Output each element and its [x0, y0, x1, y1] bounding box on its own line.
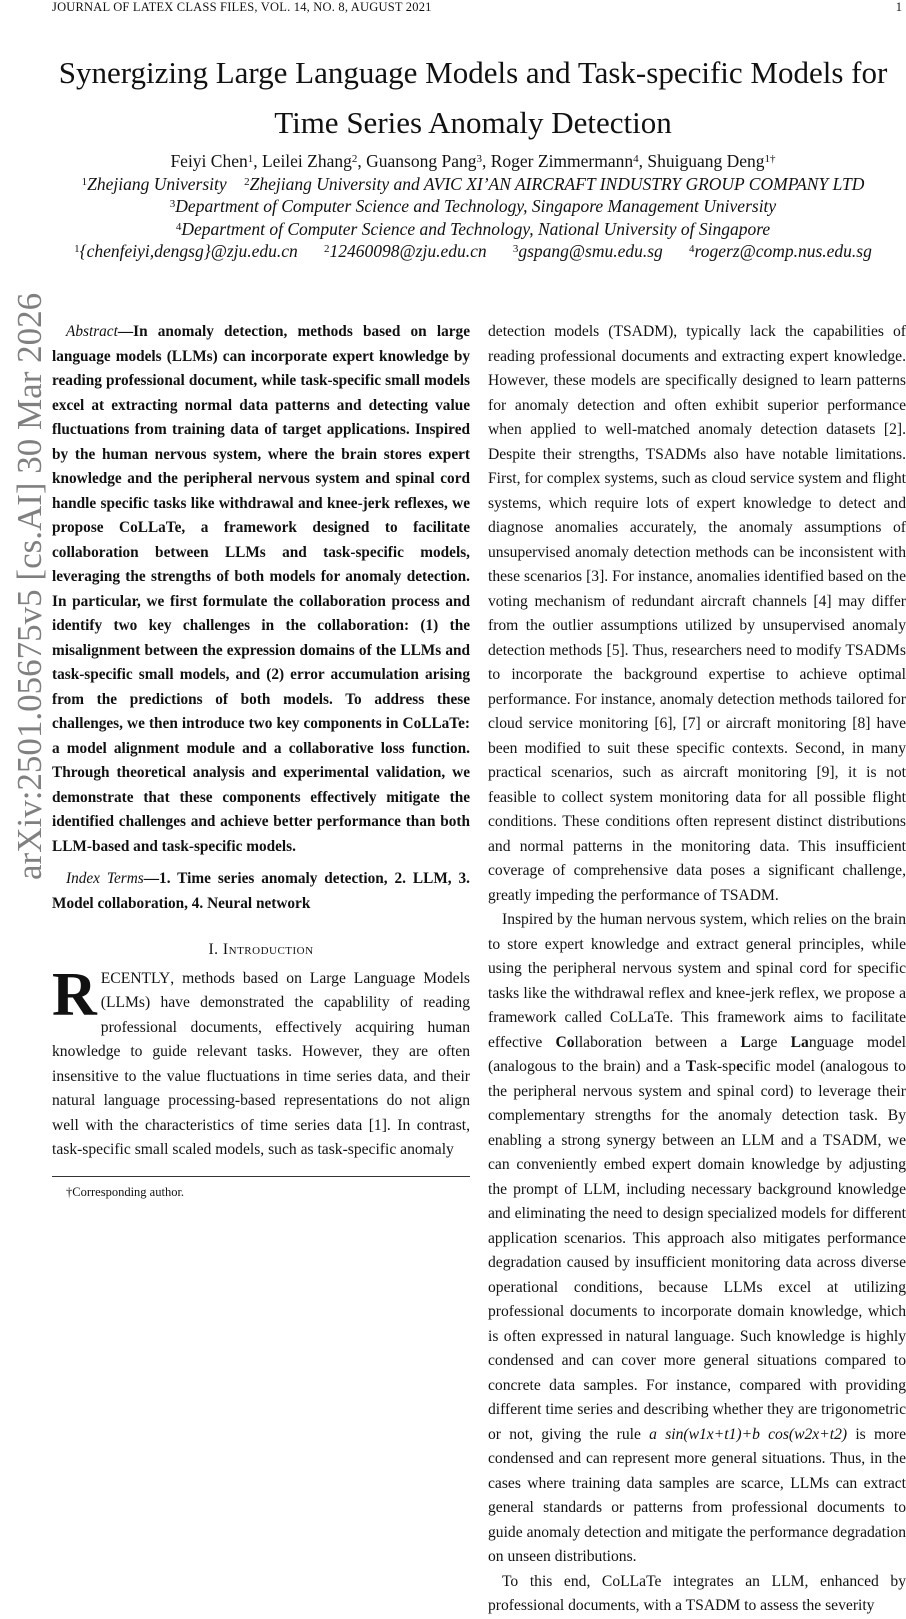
intro-paragraph: RECENTLY, methods based on Large Language Models (LLMs) have demonstrated the capablility of reading professional documents, effectively acquiring human knowledge to guide relevant tasks. However, they are often insensitive to the value fluctuations in time series data, and their natural language processing-based representations do not align well with the characteristics of time series data [1]. In contrast, task-specific small scaled models, such as task-specific anomaly — [52, 960, 470, 1158]
author-block — [40, 150, 906, 263]
intro-paragraph: Inspired by the human nervous system, which relies on the brain to store expert knowledge and extract general principles, while using the peripheral nervous system and spinal cord for specific tasks like the withdrawal reflex and knee-jerk reflex, we propose a framework called CoLLaTe. This framework aims to facilitate effective Collaboration between a Large Language model (analogous to the brain) and a Task-specific model (analogous to the peripheral nervous system and spinal cord) to leverage their complementary strengths for the anomaly detection task. By enabling a strong synergy between an LLM and a TSADM, we can conveniently embed expert domain knowledge by adjusting the prompt of LLM, including necessary background knowledge and eliminating the need to design specialized models for different application scenarios. This approach also mitigates performance degradation caused by insufficient monitoring data across diverse operational conditions, because LLMs excel at utilizing professional documents to incorporate domain knowledge, which is often expressed in natural language. Such knowledge is highly condensed and can cover more general situations compared to concrete data samples. For instance, compared with providing different time series and describing whether they are trigonometric or not, giving the rule a sin(w1x+t1)+b cos(w2x+t2) is more condensed and can represent more general situations. Thus, in the cases where training data samples are scarce, LLMs can extract general standards or patterns from professional documents to guide anomaly detection and mitigate the performance degradation on unseen distributions. — [488, 911, 906, 1565]
section-heading: I. Introduction — [208, 941, 314, 958]
affiliation-line: $^1$Zhejiang University $^2$Zhejiang University and AVIC XI’AN AIRCRAFT INDUSTRY GROUP COMPANY LTD — [81, 173, 865, 194]
left-column — [52, 320, 470, 1163]
intro-paragraph: To this end, CoLLaTe integrates an LLM, enhanced by professional documents, with a TSADM to assess the severity — [488, 1572, 906, 1614]
author-names: Feiyi Chen$^1$, Leilei Zhang$^2$, Guansong Pang$^3$, Roger Zimmermann$^4$, Shuiguang Deng$^{1\dagger}$ — [170, 151, 776, 171]
math-formula: a sin(w1x+t1)+b cos(w2x+t2) — [649, 1425, 848, 1443]
affiliation-line: $^4$Department of Computer Science and Technology, National University of Singapore — [175, 218, 771, 239]
drop-cap: R — [52, 960, 97, 1029]
paper-title: Synergizing Large Language Models and Task-specific Models for Time Series Anomaly Detection — [58, 55, 888, 140]
page-number: 1 — [895, 0, 902, 14]
right-column-content — [488, 320, 906, 1619]
index-terms: Index Terms—1. Time series anomaly detection, 2. LLM, 3. Model collaboration, 4. Neural network — [52, 870, 470, 912]
footnote: †Corresponding author. — [52, 1176, 470, 1200]
email-line: $^1${chenfeiyi,dengsg}@zju.edu.cn $^2$12460098@zju.edu.cn $^3$gspang@smu.edu.sg $^4$rogerz@comp.nus.edu.sg — [74, 241, 872, 261]
running-header: JOURNAL OF LATEX CLASS FILES, VOL. 14, NO. 8, AUGUST 2021 — [52, 0, 432, 14]
intro-paragraph-continued: detection models (TSADM), typically lack the capabilities of reading professional documents and extracting expert knowledge. However, these models are specifically designed to learn patterns for anomaly detection and often exhibit superior performance when applied to well-matched anomaly detection datasets [2]. Despite their strengths, TSADMs also have notable limitations. First, for complex systems, such as cloud service system and flight systems, which require lots of expert knowledge to detect and diagnose anomalies accurately, the anomaly assumptions of unsupervised anomaly detection methods can be inconsistent with these scenarios [3]. For instance, anomalies identified based on the voting mechanism of redundant aircraft channels [4] may differ from the outlier assumptions utilized by unsupervised anomaly detection methods [5]. Thus, researchers need to modify TSADMs to incorporate the background expertise to achieve optimal performance. For instance, anomaly detection methods tailored for cloud service monitoring [6], [7] or aircraft monitoring [8] have been modified to suit these specific contexts. Second, in many practical scenarios, such as aircraft monitoring [9], it is not feasible to collect system monitoring data for all possible flight conditions. These conditions often represent distinct distributions and normal patterns in the monitoring data. This insufficient coverage of comprehensive data poses a significant challenge, greatly impeding the performance of TSADM. — [488, 323, 906, 904]
arxiv-stamp: arXiv:2501.05675v5 [cs.AI] 30 Mar 2026 — [10, 292, 49, 880]
affiliation-line: $^3$Department of Computer Science and Technology, Singapore Management University — [169, 196, 777, 216]
abstract: Abstract—In anomaly detection, methods based on large language models (LLMs) can incorporate expert knowledge by reading professional document, while task-specific small models excel at extracting normal data patterns and detecting value fluctuations from training data of target applications. Inspired by the human nervous system, where the brain stores expert knowledge and the peripheral nervous system and spinal cord handle specific tasks like withdrawal and knee-jerk reflexes, we propose CoLLaTe, a framework designed to facilitate collaboration between LLMs and task-specific models, leveraging the strengths of both models for anomaly detection. In particular, we first formulate the collaboration process and identify two key challenges in the collaboration: (1) the misalignment between the expression domains of the LLMs and task-specific small models, and (2) error accumulation arising from the predictions of both models. To address these challenges, we then introduce two key components in CoLLaTe: a model alignment module and a collaborative loss function. Through theoretical analysis and experimental validation, we demonstrate that these components effectively mitigate the identified challenges and achieve better performance than both LLM-based and task-specific models. — [52, 323, 470, 855]
